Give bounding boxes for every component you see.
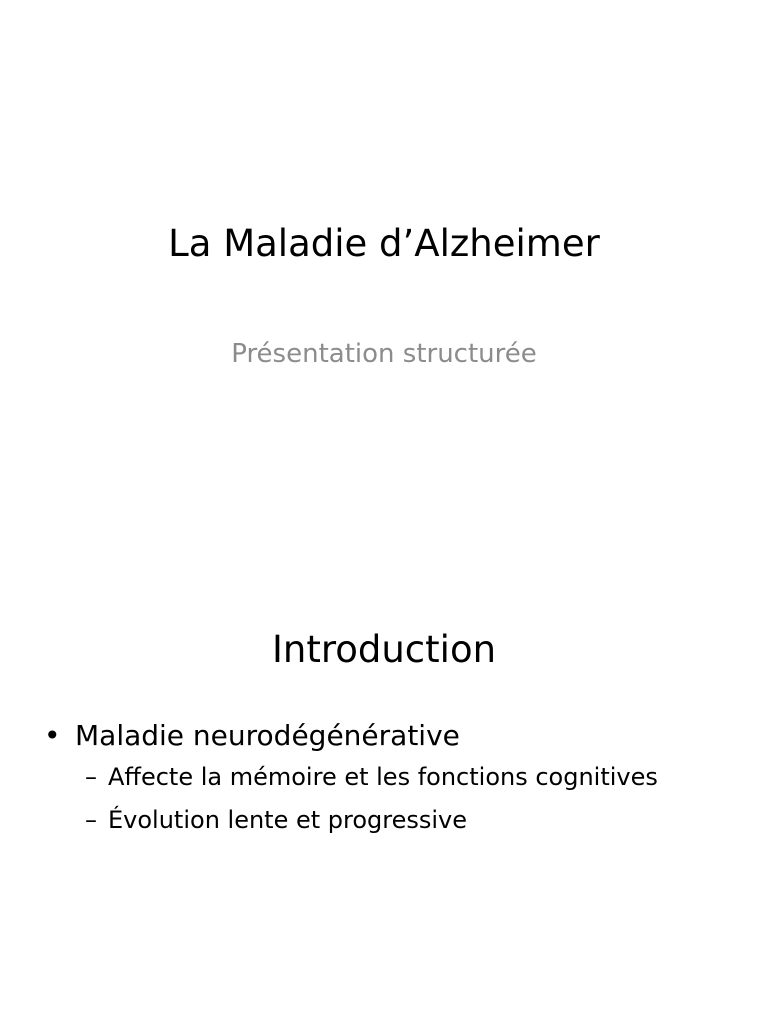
bullet-text: Maladie neurodégénérative — [75, 719, 460, 752]
sub-bullet-item — [85, 756, 744, 799]
sub-bullet-item — [85, 799, 744, 842]
sub-bullet-text: Affecte la mémoire et les fonctions cognitives — [108, 763, 658, 791]
introduction-slide — [0, 512, 768, 1024]
bullet-item — [44, 716, 744, 756]
bullet-marker: • — [44, 719, 61, 752]
presentation-title: La Maladie d’Alzheimer — [168, 222, 600, 265]
bullet-list — [44, 716, 744, 842]
slide-title: Introduction — [271, 628, 497, 671]
dash-marker: – — [85, 763, 97, 791]
sub-bullet-text: Évolution lente et progressive — [108, 806, 468, 834]
dash-marker: – — [85, 806, 97, 834]
presentation-subtitle: Présentation structurée — [231, 339, 537, 369]
